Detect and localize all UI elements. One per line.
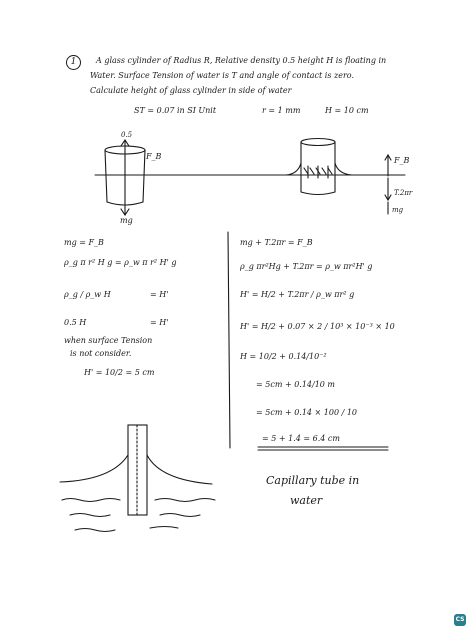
- left-eq-4-lhs: 0.5 H: [64, 318, 87, 327]
- right-eq-6: = 5cm + 0.14/10 m: [256, 380, 336, 389]
- left-note-2: is not consider.: [70, 349, 132, 358]
- caption-line-2: water: [290, 494, 323, 507]
- left-eq-4-rhs: = H': [150, 318, 169, 327]
- right-eq-2: ρ_g πr²Hg + T.2πr = ρ_w πr²H' g: [240, 262, 373, 271]
- left-eq-1: mg = F_B: [64, 238, 104, 247]
- right-eq-4: H' = H/2 + 0.07 × 2 / 10³ × 10⁻³ × 10: [240, 322, 395, 331]
- camscanner-badge: CS: [454, 614, 466, 626]
- capillary-tube: [60, 425, 215, 532]
- left-eq-5: H' = 10/2 = 5 cm: [84, 368, 155, 377]
- given-height: H = 10 cm: [325, 106, 369, 115]
- right-eq-8: = 5 + 1.4 = 6.4 cm: [262, 434, 340, 443]
- left-fig-mg-label: mg: [120, 216, 133, 225]
- problem-line-1: A glass cylinder of Radius R, Relative density 0.5 height H is floating in: [96, 56, 387, 65]
- left-fig-fb-label: F_B: [146, 152, 162, 161]
- given-radius: r = 1 mm: [262, 106, 301, 115]
- left-eq-3-lhs: ρ_g / ρ_w H: [64, 290, 111, 299]
- right-eq-7: = 5cm + 0.14 × 100 / 10: [256, 408, 358, 417]
- problem-line-3: Calculate height of glass cylinder in side of water: [90, 86, 292, 95]
- left-note-1: when surface Tension: [64, 336, 153, 345]
- problem-line-2: Water. Surface Tension of water is T and angle of contact is zero.: [90, 71, 354, 80]
- problem-number: 1: [66, 54, 81, 70]
- column-divider: [228, 232, 230, 448]
- left-eq-2: ρ_g π r² H g = ρ_w π r² H' g: [64, 258, 177, 267]
- right-fig-tension-label: T.2πr: [394, 189, 413, 197]
- right-eq-3: H' = H/2 + T.2πr / ρ_w πr² g: [240, 290, 355, 299]
- right-fig-mg-label: mg: [392, 206, 404, 214]
- caption-line-1: Capillary tube in: [266, 474, 360, 487]
- left-fig-top-label: 0.5: [121, 131, 133, 139]
- right-eq-5: H = 10/2 + 0.14/10⁻²: [240, 352, 327, 361]
- left-eq-3-rhs: = H': [150, 290, 169, 299]
- right-eq-1: mg + T.2πr = F_B: [240, 238, 313, 247]
- given-st: ST = 0.07 in SI Unit: [134, 106, 217, 115]
- right-fig-fb-label: F_B: [394, 156, 410, 165]
- right-cylinder: [286, 139, 352, 195]
